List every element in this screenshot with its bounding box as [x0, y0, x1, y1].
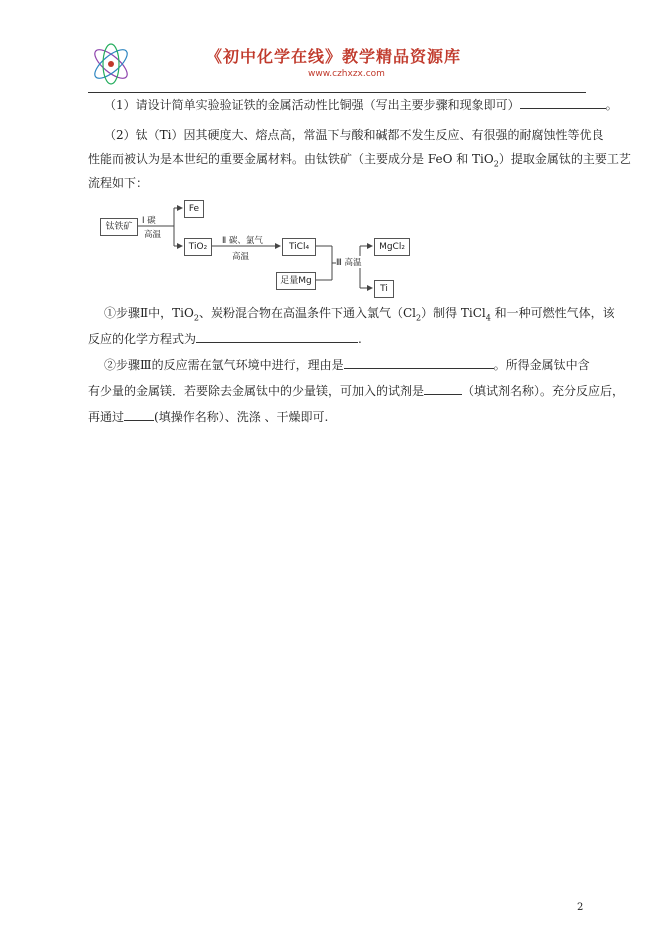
s1-b: 、炭粉混合物在高温条件下通入氯气（Cl	[198, 306, 416, 320]
ore-box: 钛铁矿	[100, 218, 138, 236]
s1-d: 和一种可燃性气体，该	[490, 306, 615, 320]
step-iii-line-2	[88, 384, 624, 398]
step-iii-line-3	[88, 410, 328, 424]
s1-sub2: 2	[415, 313, 422, 323]
question-1	[104, 98, 618, 112]
atom-logo-icon	[86, 38, 136, 90]
q2-line-1: （2）钛（Ti）因其硬度大、熔点高，常温下与酸和碱都不发生反应、有很强的耐腐蚀性等优良	[104, 128, 604, 142]
step2-top-label: Ⅱ 碳、氯气	[222, 236, 263, 246]
header-title: 《初中化学在线》教学精品资源库	[206, 47, 462, 66]
step2-bottom-label: 高温	[232, 252, 250, 262]
q2-line-2	[88, 152, 631, 171]
s1-sub3: 4	[485, 313, 491, 323]
s1-sub1: 2	[193, 313, 199, 323]
fe-box: Fe	[184, 200, 204, 218]
q1-answer-blank[interactable]	[520, 108, 606, 109]
s1-c: ）制得 TiCl	[421, 306, 486, 320]
mg-box: 足量Mg	[276, 272, 316, 290]
page-header	[86, 38, 586, 90]
s2-line1-a: ②步骤Ⅲ的反应需在氩气环境中进行，理由是	[104, 358, 344, 372]
s1-a: ①步骤Ⅱ中，TiO	[104, 306, 194, 320]
tio2-box: TiO₂	[184, 238, 212, 256]
equation-blank[interactable]	[196, 342, 358, 343]
step-ii-line-2	[88, 332, 362, 346]
s2-line1-b: 。所得金属钛中含	[493, 358, 590, 372]
s2-line2-a: 有少量的金属镁．若要除去金属钛中的少量镁，可加入的试剂是	[88, 384, 425, 398]
q2-line-3: 流程如下：	[88, 176, 149, 190]
q1-end: 。	[605, 98, 618, 112]
s2-line3-b: (填操作名称）、洗涤 、干燥即可.	[154, 410, 329, 424]
s2-line3-a: 再通过	[88, 410, 125, 424]
reason-blank[interactable]	[344, 368, 494, 369]
q2-line-2-sub: 2	[493, 159, 499, 169]
q2-line-2a: 性能而被认为是本世纪的重要金属材料。由钛铁矿（主要成分是 FeO 和 TiO	[88, 152, 494, 166]
reagent-blank[interactable]	[424, 394, 462, 395]
step1-top-label: Ⅰ 碳	[142, 216, 156, 226]
operation-blank[interactable]	[124, 420, 154, 421]
s2-line2-b: （填试剂名称）。充分反应后，	[462, 384, 625, 398]
q2-line-2b: ）提取金属钛的主要工艺	[498, 152, 631, 166]
mgcl2-box: MgCl₂	[374, 238, 410, 256]
s1-line2: 反应的化学方程式为	[88, 332, 197, 346]
q1-text: （1）请设计简单实验验证铁的金属活动性比铜强（写出主要步骤和现象即可）	[104, 98, 520, 112]
step1-bottom-label: 高温	[144, 230, 162, 240]
ticl4-box: TiCl₄	[282, 238, 316, 256]
page-number: 2	[577, 902, 584, 913]
header-rule	[88, 92, 586, 93]
step-iii-line-1	[104, 358, 590, 372]
s1-line2-end: .	[358, 332, 362, 346]
step-ii-line-1	[104, 306, 615, 325]
header-url: www.czhxzx.com	[308, 69, 385, 79]
step3-label: Ⅲ 高温	[336, 258, 362, 268]
ti-box: Ti	[374, 280, 394, 298]
